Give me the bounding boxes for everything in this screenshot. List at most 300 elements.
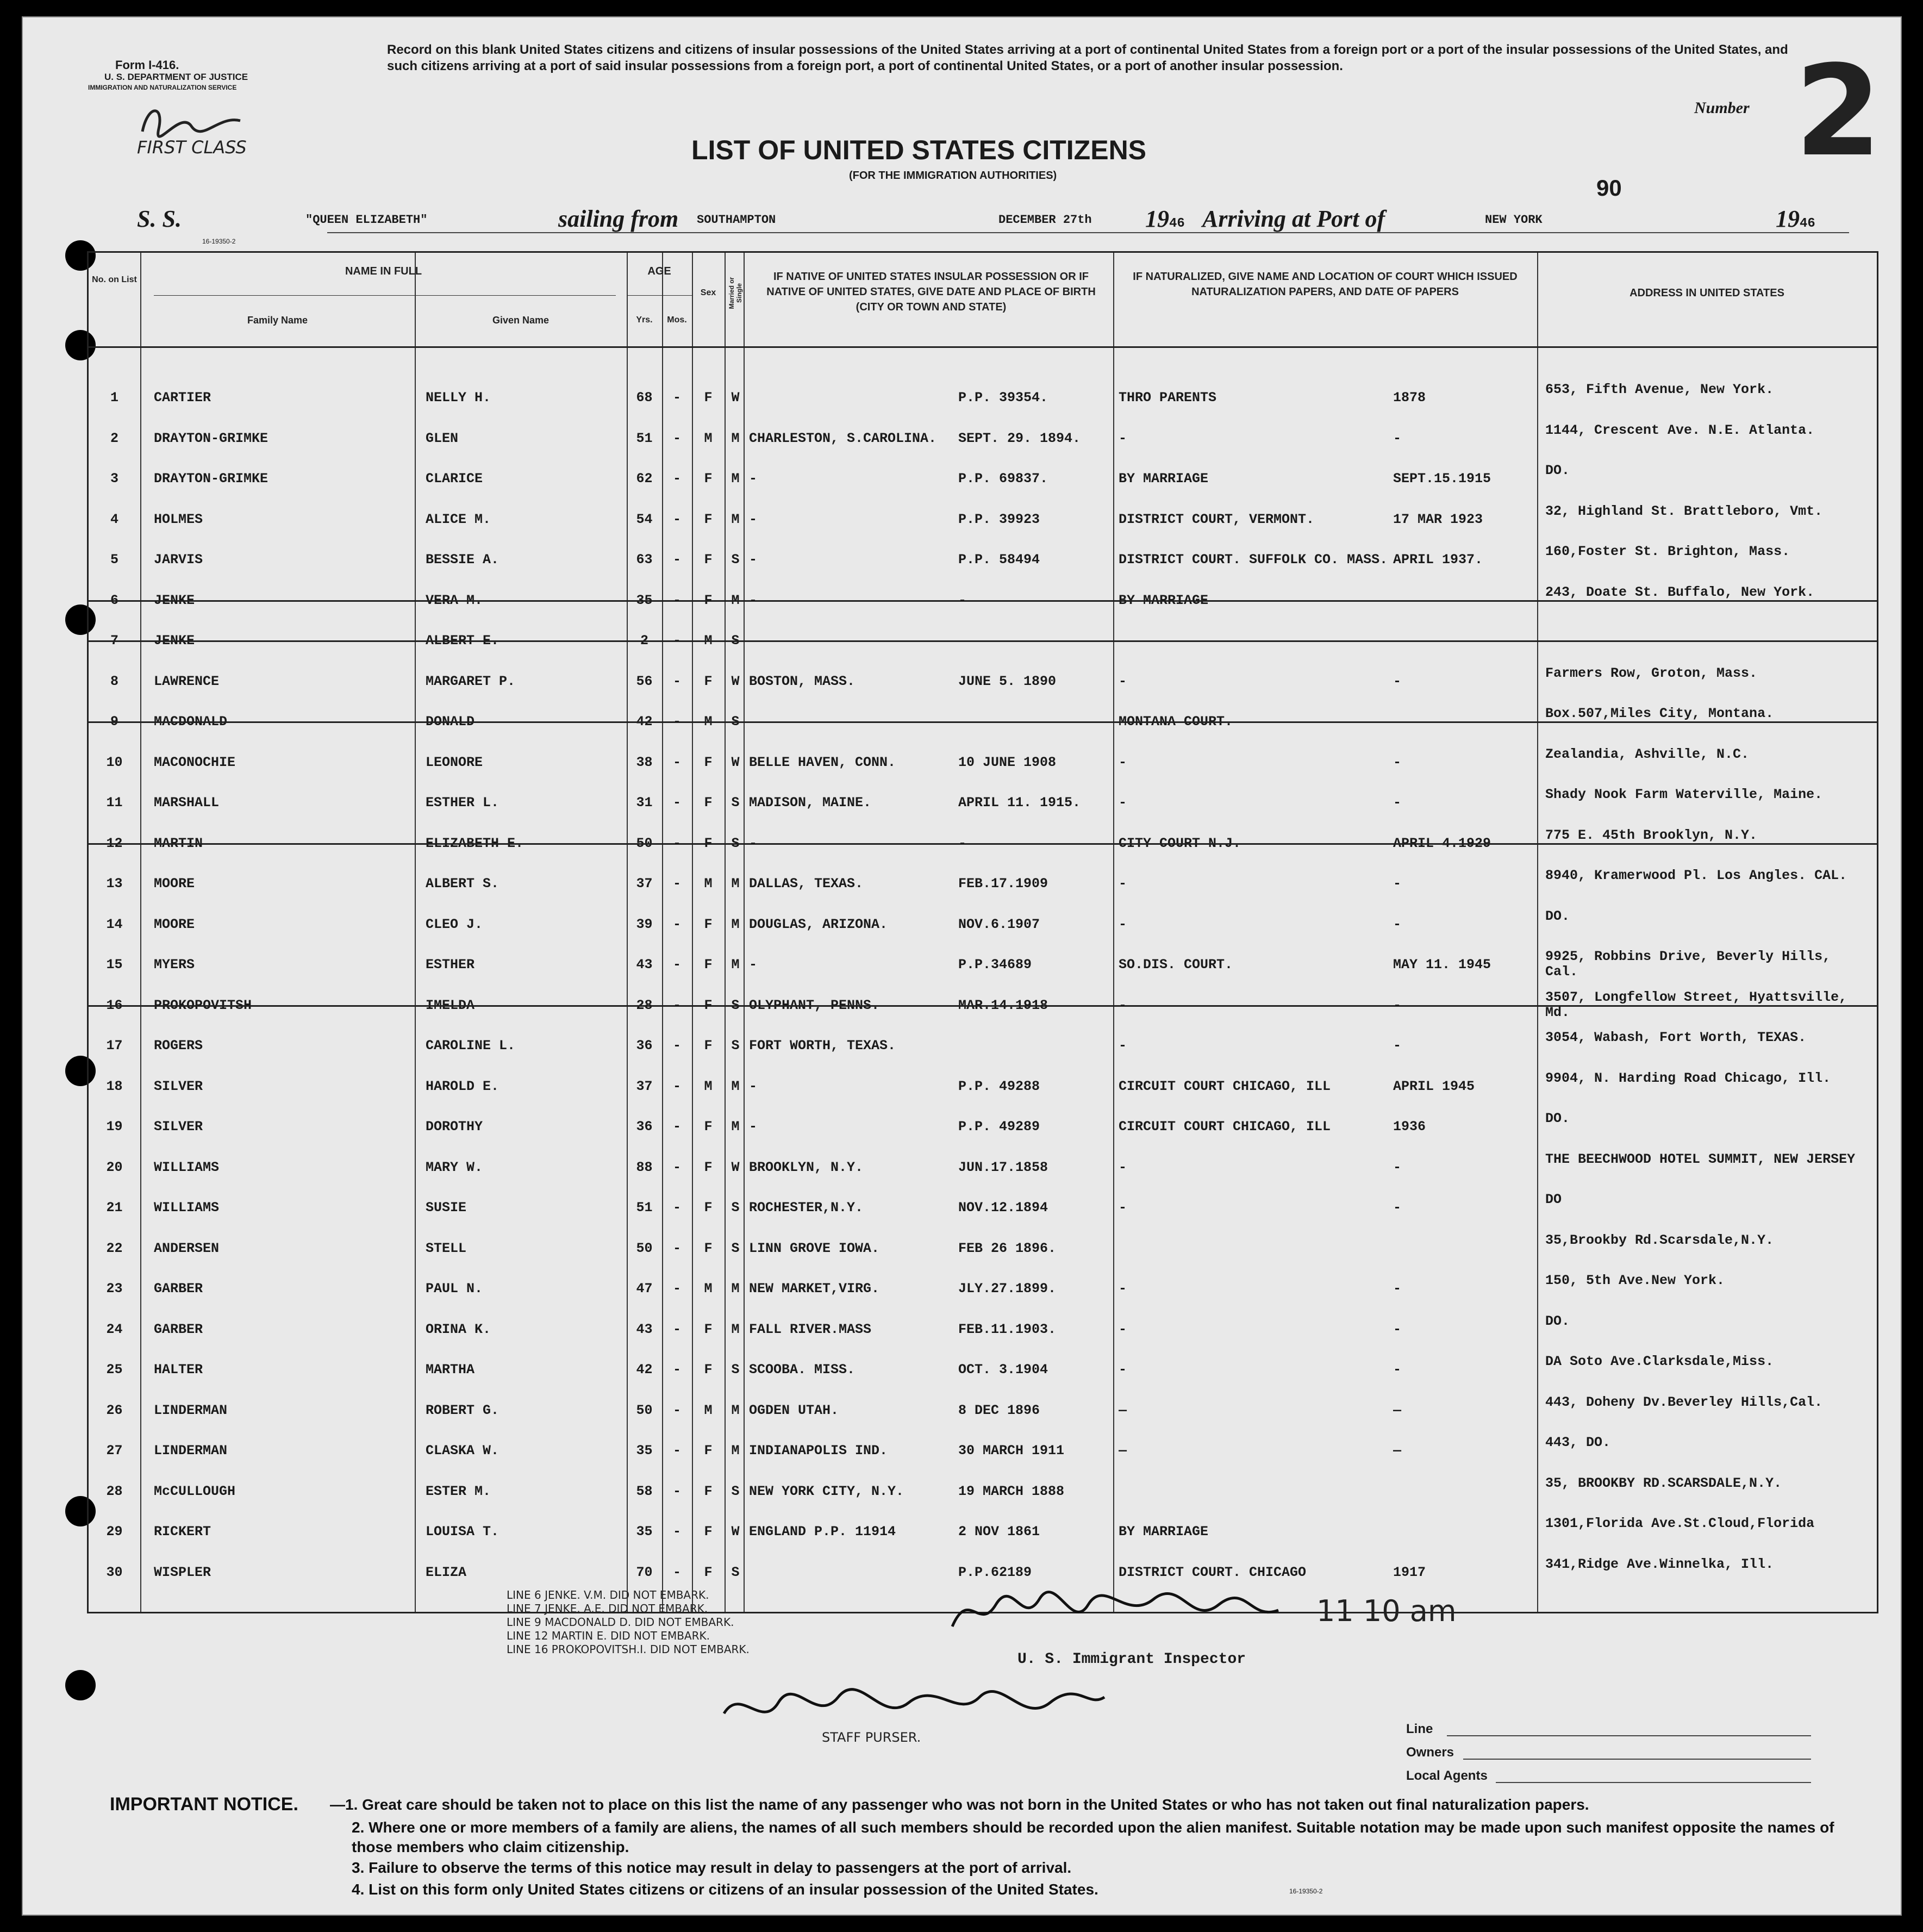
cell-yrs: 42 (636, 714, 653, 730)
cell-ms: W (731, 1524, 740, 1540)
cell-given: NELLY H. (426, 390, 491, 406)
strike-line (89, 640, 1877, 642)
cell-birth: P.P.62189 (958, 1564, 1032, 1580)
cell-court-date: - (1393, 1200, 1402, 1216)
cell-place: INDIANAPOLIS IND. (749, 1443, 888, 1459)
cell-no: 28 (106, 1483, 123, 1499)
cell-birth: - (958, 592, 967, 608)
notice-item-4: 4. List on this form only United States citizens or citizens of an insular possession of the United States. (352, 1881, 1098, 1898)
cell-birth: 8 DEC 1896 (958, 1402, 1040, 1418)
cell-family: CARTIER (154, 390, 211, 406)
table-row (89, 500, 1877, 539)
cell-court: - (1119, 1200, 1127, 1216)
header-yrs: Yrs. (636, 315, 653, 325)
cell-given: ESTHER L. (426, 795, 500, 811)
cell-ms: M (731, 916, 740, 932)
cell-address: 243, Doate St. Buffalo, New York. (1545, 584, 1815, 600)
cell-yrs: 56 (636, 673, 653, 689)
cell-mos: - (672, 795, 681, 811)
cell-given: ALICE M. (426, 511, 491, 527)
cell-ms: S (731, 795, 740, 811)
cell-mos: - (672, 633, 681, 649)
table-row (89, 1188, 1877, 1227)
cell-sex: F (704, 552, 713, 568)
cell-sex: F (704, 754, 713, 770)
cell-court: MONTANA COURT. (1119, 714, 1233, 730)
cell-yrs: 43 (636, 1321, 653, 1337)
cell-mos: - (672, 1119, 681, 1135)
cell-sex: F (704, 1038, 713, 1054)
cell-address: 1144, Crescent Ave. N.E. Atlanta. (1545, 422, 1815, 438)
cell-birth: P.P. 39923 (958, 511, 1040, 527)
cell-sex: F (704, 1362, 713, 1378)
cell-given: GLEN (426, 430, 459, 446)
passenger-rows (89, 378, 1877, 1596)
cell-court: - (1119, 1038, 1127, 1054)
cell-place: BOSTON, MASS. (749, 673, 856, 689)
cell-court-date: APRIL 4.1929 (1393, 835, 1491, 851)
year-2: 46 (1800, 216, 1815, 231)
inspector-signature (947, 1583, 1284, 1643)
cell-yrs: 37 (636, 876, 653, 892)
cell-place: BROOKLYN, N.Y. (749, 1159, 864, 1175)
cell-family: HALTER (154, 1362, 203, 1378)
cell-mos: - (672, 471, 681, 487)
cell-address: DO. (1545, 463, 1570, 478)
cell-court: CIRCUIT COURT CHICAGO, ILL (1119, 1078, 1331, 1094)
cell-court-date: - (1393, 1159, 1402, 1175)
cell-court: - (1119, 673, 1127, 689)
cell-sex: F (704, 1159, 713, 1175)
cell-yrs: 38 (636, 754, 653, 770)
cell-place: - (749, 511, 758, 527)
cell-sex: F (704, 471, 713, 487)
cell-mos: - (672, 1524, 681, 1540)
cell-no: 13 (106, 876, 123, 892)
cell-sex: F (704, 673, 713, 689)
table-row (89, 702, 1877, 741)
cell-ms: S (731, 633, 740, 649)
cell-court-date: - (1393, 673, 1402, 689)
cell-given: MARY W. (426, 1159, 483, 1175)
cell-mos: - (672, 1362, 681, 1378)
cell-court-date: - (1393, 997, 1402, 1013)
cell-address: DO. (1545, 1313, 1570, 1329)
cell-address: 341,Ridge Ave.Winnelka, Ill. (1545, 1556, 1774, 1572)
cell-mos: - (672, 1564, 681, 1580)
cell-ms: M (731, 957, 740, 973)
cell-mos: - (672, 511, 681, 527)
cell-ms: M (731, 1443, 740, 1459)
notice-item-2: 2. Where one or more members of a family are aliens, the names of all such members should be recorded upon the alien manifest. Suitable notation may be made upon such manifest opposite the names of those members who claim citizenship. (352, 1819, 1834, 1855)
notice-item-3: 3. Failure to observe the terms of this notice may result in delay to passengers at the port of arrival. (352, 1859, 1072, 1876)
form-subtitle: (FOR THE IMMIGRATION AUTHORITIES) (849, 170, 1057, 182)
cell-birth: JUNE 5. 1890 (958, 673, 1057, 689)
not-embarked-line: LINE 7 JENKE. A.E. DID NOT EMBARK. (507, 1602, 708, 1615)
cell-family: JENKE (154, 592, 195, 608)
cell-birth: 19 MARCH 1888 (958, 1483, 1065, 1499)
cell-birth: P.P.34689 (958, 957, 1032, 973)
cell-yrs: 50 (636, 835, 653, 851)
cell-birth: P.P. 49289 (958, 1119, 1040, 1135)
cell-address: 775 E. 45th Brooklyn, N.Y. (1545, 827, 1758, 843)
header-age: AGE (647, 265, 671, 277)
cell-yrs: 28 (636, 997, 653, 1013)
cell-birth: 2 NOV 1861 (958, 1524, 1040, 1540)
table-row (89, 378, 1877, 417)
cell-yrs: 54 (636, 511, 653, 527)
cell-ms: S (731, 1038, 740, 1054)
cell-given: DONALD (426, 714, 475, 730)
cell-mos: - (672, 592, 681, 608)
cell-yrs: 35 (636, 1524, 653, 1540)
cell-court: DISTRICT COURT, VERMONT. (1119, 511, 1315, 527)
cell-address: 443, DO. (1545, 1435, 1611, 1450)
cell-birth: P.P. 39354. (958, 390, 1048, 406)
cell-family: GARBER (154, 1281, 203, 1297)
cell-place: OGDEN UTAH. (749, 1402, 839, 1418)
header-naturalized: IF NATURALIZED, GIVE NAME AND LOCATION OF COURT WHICH ISSUED NATURALIZATION PAPERS, AND DATE OF PAPERS (1133, 271, 1518, 298)
cell-family: SILVER (154, 1119, 203, 1135)
cell-court: THRO PARENTS (1119, 390, 1217, 406)
cell-given: MARTHA (426, 1362, 475, 1378)
cell-no: 25 (106, 1362, 123, 1378)
cell-given: VERA M. (426, 592, 483, 608)
cell-no: 9 (110, 714, 118, 730)
ss-label: S. S. (137, 205, 182, 232)
not-embarked-line: LINE 12 MARTIN E. DID NOT EMBARK. (507, 1629, 710, 1642)
cell-court: BY MARRIAGE (1119, 1524, 1209, 1540)
cell-address: 9925, Robbins Drive, Beverly Hills, Cal. (1545, 949, 1831, 980)
arriving-label: Arriving at Port of (1202, 205, 1385, 232)
cell-no: 22 (106, 1240, 123, 1256)
cell-given: BESSIE A. (426, 552, 500, 568)
cell-address: Shady Nook Farm Waterville, Maine. (1545, 787, 1823, 802)
cell-sex: F (704, 1200, 713, 1216)
cell-mos: - (672, 1443, 681, 1459)
cell-family: LINDERMAN (154, 1402, 228, 1418)
notice-heading: IMPORTANT NOTICE. (110, 1794, 298, 1815)
cell-address: 150, 5th Ave.New York. (1545, 1273, 1725, 1288)
cell-place: NEW MARKET,VIRG. (749, 1281, 880, 1297)
cell-sex: M (704, 714, 713, 730)
header-address: ADDRESS IN UNITED STATES (1629, 287, 1784, 299)
cell-sex: F (704, 997, 713, 1013)
cell-ms: M (731, 430, 740, 446)
cell-mos: - (672, 1402, 681, 1418)
cell-court: - (1119, 754, 1127, 770)
cell-yrs: 88 (636, 1159, 653, 1175)
cell-ms: M (731, 1119, 740, 1135)
cell-no: 30 (106, 1564, 123, 1580)
cell-ms: M (731, 511, 740, 527)
table-row (89, 824, 1877, 863)
cell-yrs: 37 (636, 1078, 653, 1094)
cell-court: — (1119, 1402, 1127, 1418)
header-native: IF NATIVE OF UNITED STATES INSULAR POSSESSION OR IF NATIVE OF UNITED STATES, GIVE DATE AND PLACE OF BIRTH (CITY OR TOWN AND STATE) (766, 271, 1096, 313)
cell-given: ALBERT E. (426, 633, 500, 649)
cell-court: DISTRICT COURT. SUFFOLK CO. MASS. (1119, 552, 1388, 568)
cell-mos: - (672, 673, 681, 689)
cell-place: SCOOBA. MISS. (749, 1362, 856, 1378)
table-row (89, 540, 1877, 579)
cell-no: 26 (106, 1402, 123, 1418)
cell-place: - (749, 1119, 758, 1135)
cell-ms: S (731, 1200, 740, 1216)
class-stamp: FIRST CLASS (137, 137, 247, 158)
cell-yrs: 50 (636, 1402, 653, 1418)
header-family-name: Family Name (247, 315, 308, 326)
cell-ms: M (731, 592, 740, 608)
cell-birth: 10 JUNE 1908 (958, 754, 1057, 770)
cell-address: 3054, Wabash, Fort Worth, TEXAS. (1545, 1030, 1807, 1045)
table-row (89, 1431, 1877, 1470)
cell-given: ROBERT G. (426, 1402, 500, 1418)
cell-court: - (1119, 1321, 1127, 1337)
cell-given: LEONORE (426, 754, 483, 770)
cell-court-date: 17 MAR 1923 (1393, 511, 1483, 527)
cell-family: ROGERS (154, 1038, 203, 1054)
table-row (89, 864, 1877, 903)
cell-family: MOORE (154, 876, 195, 892)
service: IMMIGRATION AND NATURALIZATION SERVICE (88, 84, 237, 91)
cell-address: 9904, N. Harding Road Chicago, Ill. (1545, 1070, 1831, 1086)
header-name-in-full: NAME IN FULL (345, 265, 422, 277)
cell-family: DRAYTON-GRIMKE (154, 430, 269, 446)
cell-place: - (749, 592, 758, 608)
cell-court-date: SEPT.15.1915 (1393, 471, 1491, 487)
cell-sex: M (704, 876, 713, 892)
cell-mos: - (672, 430, 681, 446)
cell-address: DO. (1545, 1111, 1570, 1126)
cell-sex: M (704, 430, 713, 446)
cell-court: DISTRICT COURT. CHICAGO (1119, 1564, 1307, 1580)
cell-no: 29 (106, 1524, 123, 1540)
cell-family: RICKERT (154, 1524, 211, 1540)
cell-place: DALLAS, TEXAS. (749, 876, 864, 892)
cell-court-date: - (1393, 795, 1402, 811)
department: U. S. DEPARTMENT OF JUSTICE (104, 72, 248, 82)
cell-place: BELLE HAVEN, CONN. (749, 754, 896, 770)
cell-yrs: 35 (636, 592, 653, 608)
cell-mos: - (672, 1200, 681, 1216)
header-sex: Sex (700, 288, 716, 297)
cell-court-date: 1917 (1393, 1564, 1426, 1580)
cell-yrs: 51 (636, 1200, 653, 1216)
number-value: 2 (1795, 39, 1882, 184)
cell-no: 2 (110, 430, 118, 446)
cell-address: DO. (1545, 908, 1570, 924)
table-row (89, 419, 1877, 458)
cell-given: CLASKA W. (426, 1443, 500, 1459)
cell-place: - (749, 552, 758, 568)
cell-family: LAWRENCE (154, 673, 220, 689)
cell-ms: S (731, 552, 740, 568)
table-row (89, 1512, 1877, 1551)
cell-given: ELIZA (426, 1564, 467, 1580)
cell-court-date: - (1393, 1281, 1402, 1297)
form-instruction: Record on this blank United States citizens and citizens of insular possessions of the United States arriving at a port of continental United States from a foreign port or a port of the insular possessions of the United States, and such citizens arriving at a port of said insular possessions from a foreign port, a port of continental United States, or a port of another insular possession. (387, 42, 1788, 73)
form-number: Form I-416. (115, 58, 179, 72)
table-row (89, 1026, 1877, 1065)
header-married: Married or Single (728, 277, 743, 309)
cell-ms: W (731, 754, 740, 770)
cell-address: DA Soto Ave.Clarksdale,Miss. (1545, 1354, 1774, 1369)
cell-place: - (749, 957, 758, 973)
cell-no: 7 (110, 633, 118, 649)
cell-mos: - (672, 1078, 681, 1094)
cell-no: 16 (106, 997, 123, 1013)
table-row (89, 1269, 1877, 1308)
cell-no: 27 (106, 1443, 123, 1459)
cell-family: ANDERSEN (154, 1240, 220, 1256)
cell-given: CLEO J. (426, 916, 483, 932)
cell-no: 6 (110, 592, 118, 608)
page-number: 90 (1596, 175, 1622, 201)
cell-place: NEW YORK CITY, N.Y. (749, 1483, 904, 1499)
port-to: NEW YORK (1485, 213, 1543, 227)
cell-no: 12 (106, 835, 123, 851)
cell-court-date: - (1393, 916, 1402, 932)
cell-no: 10 (106, 754, 123, 770)
cell-ms: M (731, 1078, 740, 1094)
cell-birth: P.P. 69837. (958, 471, 1048, 487)
strike-line (89, 843, 1877, 845)
cell-sex: F (704, 1321, 713, 1337)
cell-place: - (749, 471, 758, 487)
passenger-table (87, 251, 1878, 1613)
cell-address: 443, Doheny Dv.Beverley Hills,Cal. (1545, 1394, 1823, 1410)
sailing-date: DECEMBER 27th (998, 213, 1092, 227)
cell-ms: S (731, 1240, 740, 1256)
cell-sex: F (704, 511, 713, 527)
cell-court: - (1119, 795, 1127, 811)
cell-court-date: — (1393, 1443, 1402, 1459)
cell-yrs: 2 (640, 633, 648, 649)
cell-yrs: 36 (636, 1038, 653, 1054)
cell-mos: - (672, 754, 681, 770)
cell-ms: W (731, 390, 740, 406)
cell-court: - (1119, 997, 1127, 1013)
cell-court: - (1119, 1281, 1127, 1297)
port-from: SOUTHAMPTON (697, 213, 776, 227)
cell-sex: F (704, 957, 713, 973)
arrival-time: 11 10 am (1316, 1594, 1457, 1628)
notice-item-1: —1. Great care should be taken not to place on this list the name of any passenger who was not born in the United States or who has not taken out final naturalization papers. (330, 1796, 1589, 1813)
cell-given: CLARICE (426, 471, 483, 487)
cell-yrs: 42 (636, 1362, 653, 1378)
cell-no: 17 (106, 1038, 123, 1054)
cell-yrs: 58 (636, 1483, 653, 1499)
cell-birth: P.P. 58494 (958, 552, 1040, 568)
cell-place: OLYPHANT, PENNS. (749, 997, 880, 1013)
cell-ms: S (731, 1564, 740, 1580)
cell-court: CIRCUIT COURT CHICAGO, ILL (1119, 1119, 1331, 1135)
cell-court: BY MARRIAGE (1119, 471, 1209, 487)
cell-court-date: APRIL 1945 (1393, 1078, 1475, 1094)
cell-mos: - (672, 714, 681, 730)
cell-yrs: 39 (636, 916, 653, 932)
cell-no: 4 (110, 511, 118, 527)
table-row (89, 1350, 1877, 1389)
cell-yrs: 50 (636, 1240, 653, 1256)
cell-given: PAUL N. (426, 1281, 483, 1297)
cell-place: MADISON, MAINE. (749, 795, 872, 811)
purser-label: STAFF PURSER. (822, 1730, 921, 1745)
form-code-top: 16-19350-2 (202, 238, 236, 245)
cell-ms: W (731, 673, 740, 689)
cell-given: ELIZABETH E. (426, 835, 524, 851)
cell-ms: S (731, 1483, 740, 1499)
table-row (89, 783, 1877, 822)
cell-mos: - (672, 876, 681, 892)
cell-family: JARVIS (154, 552, 203, 568)
cell-yrs: 70 (636, 1564, 653, 1580)
cell-court: - (1119, 430, 1127, 446)
cell-birth: FEB.17.1909 (958, 876, 1048, 892)
cell-family: DRAYTON-GRIMKE (154, 471, 269, 487)
cell-court-date: MAY 11. 1945 (1393, 957, 1491, 973)
cell-ms: M (731, 1402, 740, 1418)
punch-hole (65, 1670, 96, 1700)
cell-ms: M (731, 1321, 740, 1337)
cell-family: PROKOPOVITSH (154, 997, 252, 1013)
cell-yrs: 43 (636, 957, 653, 973)
cell-family: MARTIN (154, 835, 203, 851)
cell-yrs: 36 (636, 1119, 653, 1135)
cell-sex: F (704, 1119, 713, 1135)
header-given-name: Given Name (492, 315, 550, 326)
cell-yrs: 47 (636, 1281, 653, 1297)
cell-court-date: - (1393, 876, 1402, 892)
cell-no: 19 (106, 1119, 123, 1135)
cell-address: Zealandia, Ashville, N.C. (1545, 746, 1750, 762)
cell-sex: F (704, 1524, 713, 1540)
cell-family: WILLIAMS (154, 1200, 220, 1216)
table-row (89, 945, 1877, 984)
cell-yrs: 51 (636, 430, 653, 446)
cell-mos: - (672, 916, 681, 932)
cell-birth: FEB.11.1903. (958, 1321, 1057, 1337)
cell-mos: - (672, 1281, 681, 1297)
cell-place: FALL RIVER.MASS (749, 1321, 872, 1337)
cell-given: LOUISA T. (426, 1524, 500, 1540)
cell-given: MARGARET P. (426, 673, 516, 689)
number-label: Number (1694, 99, 1750, 117)
table-row (89, 986, 1877, 1025)
cell-court-date: - (1393, 1038, 1402, 1054)
cell-sex: F (704, 1483, 713, 1499)
cell-place: FORT WORTH, TEXAS. (749, 1038, 896, 1054)
cell-place: LINN GROVE IOWA. (749, 1240, 880, 1256)
cell-court-date: — (1393, 1402, 1402, 1418)
cell-family: JENKE (154, 633, 195, 649)
cell-mos: - (672, 997, 681, 1013)
cell-given: STELL (426, 1240, 467, 1256)
cell-no: 1 (110, 390, 118, 406)
not-embarked-line: LINE 6 JENKE. V.M. DID NOT EMBARK. (507, 1588, 709, 1601)
cell-address: 32, Highland St. Brattleboro, Vmt. (1545, 503, 1823, 519)
cell-mos: - (672, 552, 681, 568)
cell-family: SILVER (154, 1078, 203, 1094)
cell-sex: M (704, 1402, 713, 1418)
table-row (89, 1229, 1877, 1268)
inspector-label: U. S. Immigrant Inspector (1017, 1651, 1246, 1668)
cell-family: HOLMES (154, 511, 203, 527)
year-prefix: 19 (1145, 205, 1169, 232)
cell-yrs: 62 (636, 471, 653, 487)
cell-birth: SEPT. 29. 1894. (958, 430, 1081, 446)
